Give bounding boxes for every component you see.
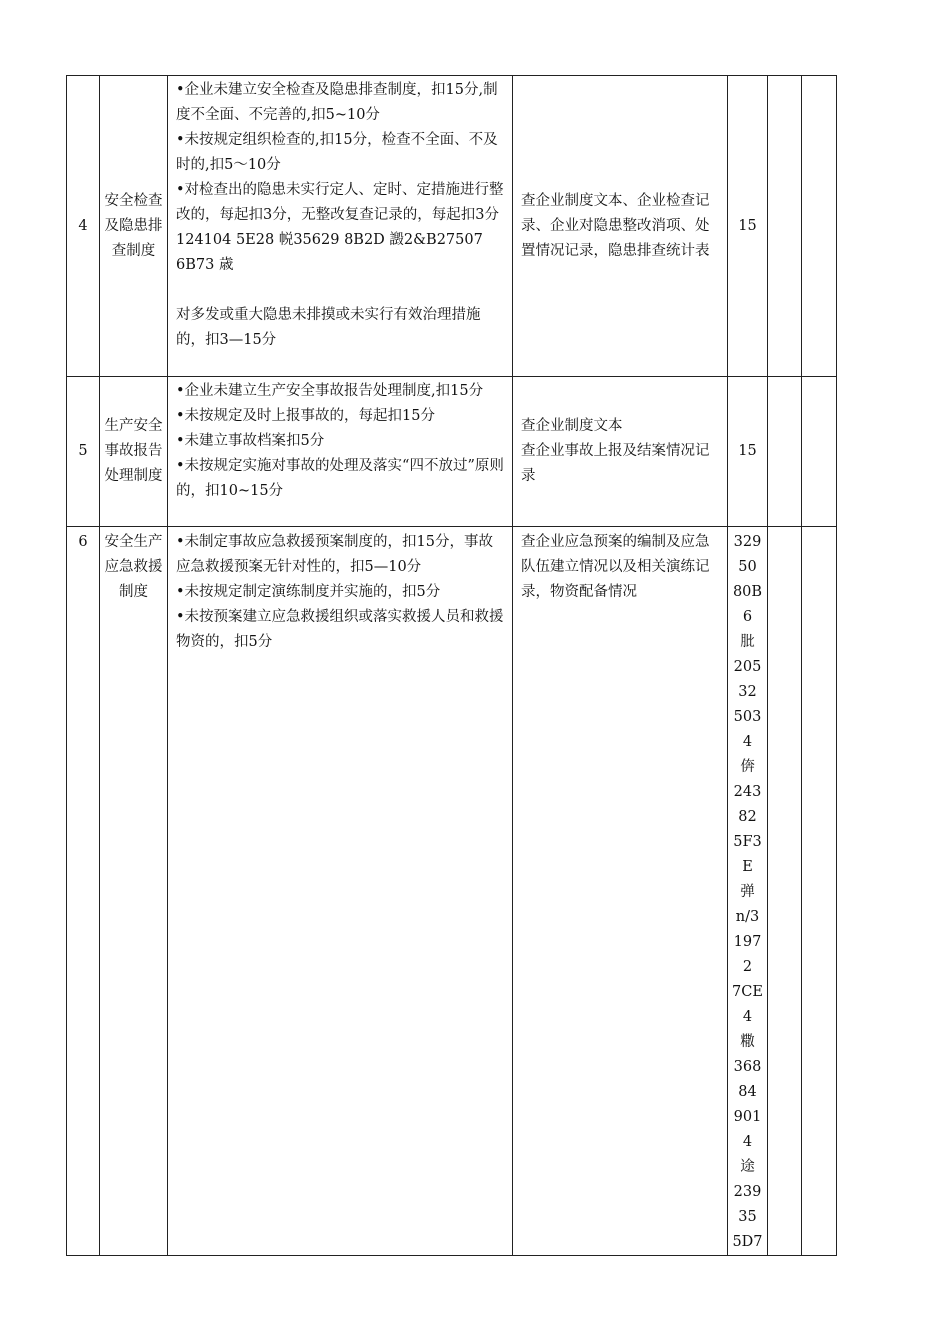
item-name: 生产安全事故报告处理制度 [100, 377, 168, 527]
criteria-line: •未建立事故档案扣5分 [176, 433, 325, 449]
check-method [513, 377, 728, 527]
score-text-line: 5D7 [732, 1234, 763, 1250]
score-text-line: 35 [738, 1209, 757, 1225]
score-text-stack [728, 530, 767, 1255]
criteria-line: •未按规定组织检查的,扣15分，检查不全面、不及时的,扣5～10分 [176, 132, 498, 173]
blank-cell [802, 527, 837, 1256]
criteria-line: •企业未建立生产安全事故报告处理制度,扣15分 [176, 383, 484, 399]
criteria-line: •企业未建立安全检查及隐患排查制度，扣15分,制度不全面、不完善的,扣5~10分 [176, 82, 498, 123]
table-row [67, 527, 837, 1256]
score-text-line: 7CE [732, 984, 763, 1000]
check-method: 查企业制度文本、企业检查记录、企业对隐患整改消项、处置情况记录，隐患排查统计表 [513, 76, 728, 377]
criteria-cell [168, 377, 513, 527]
score-text-line: 弹 [740, 884, 755, 900]
score-text-line: 901 [733, 1109, 762, 1125]
score-table [66, 75, 837, 1256]
score-text-line: 糤 [740, 1034, 755, 1050]
blank-cell [768, 377, 802, 527]
score-text-line: 50 [738, 559, 757, 575]
score-text-line: n/3 [735, 909, 760, 925]
score-text-line: 4 [742, 1009, 753, 1025]
score-text-line: 4 [742, 734, 753, 750]
check-method: 查企业应急预案的编制及应急队伍建立情况以及相关演练记录，物资配备情况 [513, 527, 728, 1256]
criteria-line: •未按规定实施对事故的处理及落实“四不放过”原则的，扣10~15分 [176, 458, 504, 499]
criteria-line: •未按规定制定演练制度并实施的，扣5分 [176, 584, 441, 600]
blank-cell [802, 76, 837, 377]
score-text-line: 肶 [740, 634, 755, 650]
score-text-line: 倴 [740, 759, 755, 775]
score-text-line: 2 [742, 959, 753, 975]
score-text-line: 243 [733, 784, 762, 800]
criteria-line: •未按规定及时上报事故的，每起扣15分 [176, 408, 436, 424]
method-line: 查企业制度文本 查企业事故上报及结案情况记录 [521, 418, 710, 484]
criteria-line: 对多发或重大隐患未排摸或未实行有效治理措施的，扣3—15分 [176, 307, 481, 348]
score-value [728, 527, 768, 1256]
score-value: 15 [728, 76, 768, 377]
score-text-line: 途 [740, 1159, 755, 1175]
score-text-line: 82 [738, 809, 757, 825]
criteria-line: •未按预案建立应急救援组织或落实救援人员和救援物资的，扣5分 [176, 609, 504, 650]
item-name: 安全生产应急救援制度 [100, 527, 168, 1256]
score-text-line: 205 [733, 659, 762, 675]
criteria-line: •对检查出的隐患未实行定人、定时、定措施进行整改的，每起扣3分，无整改复查记录的，每起扣3分 [176, 182, 504, 223]
score-text-line: 32 [738, 684, 757, 700]
blank-cell [768, 527, 802, 1256]
row-number: 5 [67, 377, 100, 527]
score-text-line: 4 [742, 1134, 753, 1150]
criteria-line: 124104 5E28 帨35629 8B2D 譭2&B27507 6B73 歳 [176, 232, 483, 273]
criteria-line: •未制定事故应急救援预案制度的，扣15分，事故应急救援预案无针对性的，扣5—10分 [176, 534, 494, 575]
blank-cell [768, 76, 802, 377]
spacer [176, 278, 506, 303]
row-number: 4 [67, 76, 100, 377]
score-text-line: 329 [733, 534, 762, 550]
score-text-line: 80B [732, 584, 763, 600]
criteria-cell [168, 527, 513, 1256]
score-text-line: 239 [733, 1184, 762, 1200]
score-text-line: 84 [738, 1084, 757, 1100]
score-value: 15 [728, 377, 768, 527]
item-name: 安全检查及隐患排查制度 [100, 76, 168, 377]
score-text-line: 503 [733, 709, 762, 725]
criteria-cell [168, 76, 513, 377]
score-text-line: 6 [742, 609, 753, 625]
score-text-line: 5F3 [733, 834, 762, 850]
blank-cell [802, 377, 837, 527]
score-text-line: 197 [733, 934, 762, 950]
table-row [67, 377, 837, 527]
score-text-line: E [742, 859, 753, 875]
score-text-line: 368 [733, 1059, 762, 1075]
row-number: 6 [67, 527, 100, 1256]
table-row [67, 76, 837, 377]
